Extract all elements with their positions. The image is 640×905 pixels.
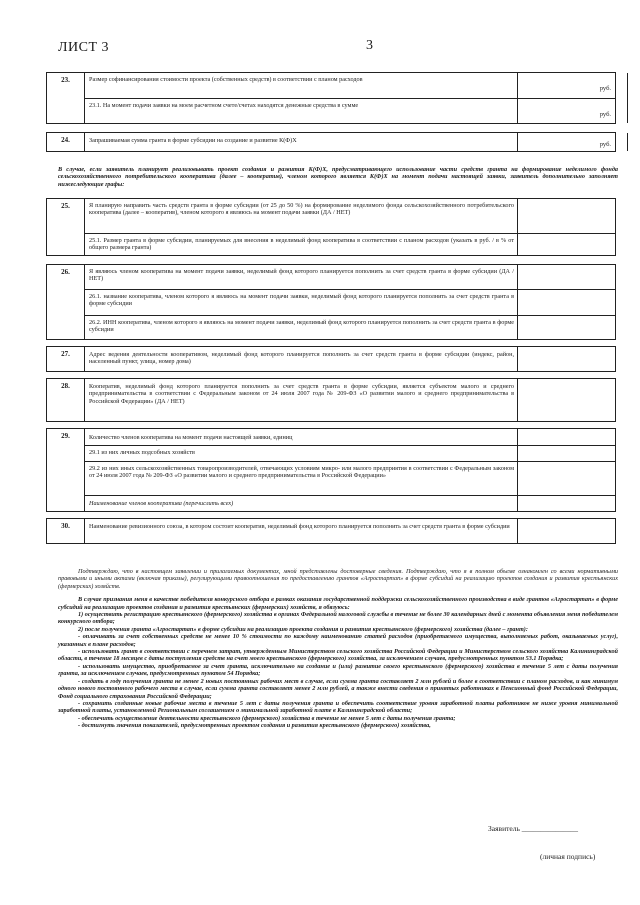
item-29-text: Количество членов кооператива на момент подачи настоящей заявки, единиц bbox=[89, 434, 293, 441]
item-23-block bbox=[46, 72, 616, 124]
page-number: 3 bbox=[366, 38, 373, 53]
obligation-2-f: - обеспечить осуществление деятельности крестьянского (фермерского) хозяйства в течение не менее 5 лет с даты получения гранта; bbox=[78, 714, 456, 722]
item-23-unit: руб. bbox=[599, 85, 611, 92]
item-26-2-text: 26.2. ИНН кооператива, членом которого я являюсь на момент подачи заявки, неделимый фонд которого планируется пополнить за счет средств гранта в форме субсидии bbox=[89, 319, 514, 334]
item-25-block bbox=[46, 198, 616, 256]
item-29-block bbox=[46, 428, 616, 512]
item-26-number: 26. bbox=[47, 265, 85, 339]
item-28-text: Кооператив, неделимый фонд которого планируется пополнить за счет средств гранта в форме субсидии, является субъектом малого и среднего предпринимательства в соответствии с Федеральным законом от 24 июля 2007 года № 209-ФЗ «О развитии малого и среднего предпринимательства в Российской Федерации» (ДА / НЕТ) bbox=[89, 383, 514, 405]
obligation-intro: В случае признания меня в качестве победителя конкурсного отбора в рамках оказания государственной поддержки сельскохозяйственного производства в виде грантов «Агростартап» в форме субсидий на реализацию проектов создания и развития крестьянских (фермерских) хозяйств, я обязуюсь: bbox=[58, 596, 618, 611]
obligation-1: 1) осуществить регистрацию крестьянского (фермерского) хозяйства в органах Федеральной налоговой службы в течение не более 30 календарных дней с момента объявления меня победителем конкурсного отбора; bbox=[58, 611, 618, 626]
item-30-block bbox=[46, 518, 616, 544]
item-29-names-text: Наименование членов кооператива (перечислить всех) bbox=[89, 500, 234, 507]
obligations-text bbox=[58, 568, 618, 730]
item-24-text: Запрашиваемая сумма гранта в форме субсидии на создание и развитие К(Ф)Х bbox=[89, 137, 297, 144]
item-23-1-unit: руб. bbox=[599, 111, 611, 118]
intro-note: В случае, если заявитель планирует реализовывать проект создания и развития К(Ф)Х, предусматривающего использование части средств гранта на формирование неделимого фонда сельскохозяйственного потребительского кооператива (далее – кооператив), членом которого является К(Ф)Х на момент подачи настоящей заявки, заявитель дополнительно заполняет нижеследующие графы: bbox=[58, 166, 618, 188]
item-26-1-text: 26.1. название кооператива, членом которого я являюсь на момент подачи заявки, неделимый фонд которого планируется пополнить за счет средств гранта в форме субсидии bbox=[89, 293, 514, 308]
item-29-2-text: 29.2 из них иных сельскохозяйственных товаропроизводителей, отвечающих условиям микро- или малого предприятия в соответствии с Федеральным законом от 24 июля 2007 года № 209-ФЗ «О развитии малого и среднего предпринимательства в Российской Федерации» bbox=[89, 465, 514, 480]
item-29-1-text: 29.1 из них личных подсобных хозяйств bbox=[89, 449, 195, 456]
item-28-block bbox=[46, 378, 616, 422]
sheet-label: ЛИСТ 3 bbox=[58, 40, 109, 55]
item-28-number: 28. bbox=[47, 379, 85, 421]
obligation-2-b: - использовать грант в соответствии с перечнем затрат, утвержденным Министерством сельского хозяйства Российской Федерации и Министерством сельского хозяйства Калининградской области, в течение 18 месяцев с даты поступления средств на счет моего крестьянского (фермерского) хозяйства, за исключением случаев, предусмотренных пунктом 53.1 Порядка; bbox=[58, 648, 618, 663]
item-26-block bbox=[46, 264, 616, 340]
item-29-number: 29. bbox=[47, 429, 85, 511]
item-25-1-text: 25.1. Размер гранта в форме субсидии, планируемых для внесения в неделимый фонд кооператива в соответствии с планом расходов (указать в руб. / в % от общего размера гранта) bbox=[89, 237, 514, 252]
applicant-label: Заявитель _______________ bbox=[488, 824, 578, 833]
item-30-number: 30. bbox=[47, 519, 85, 543]
item-25-text: Я планирую направить часть средств гранта в форме субсидии (от 25 до 50 %) на формирование неделимого фонда сельскохозяйственного потребительского кооператива (далее – кооператив), членом которого я являюсь на момент подачи заявки (ДА / НЕТ) bbox=[89, 202, 514, 217]
obligation-2-g: - достигнуть значения показателей, предусмотренных проектом создания и развития крестьянского (фермерского) хозяйства, bbox=[78, 722, 431, 730]
obligation-2: 2) после получения гранта «Агростартап» в форме субсидии на реализацию проекта создания и развития крестьянского (фермерского) хозяйства (далее – грант): bbox=[78, 625, 528, 633]
obligation-2-a: - оплачивать за счет собственных средств не менее 10 % стоимости по каждому наименованию статей расходов (приобретаемого имущества, выполняемых работ, оказываемых услуг), указанных в плане расходов; bbox=[58, 633, 618, 648]
item-25-number: 25. bbox=[47, 199, 85, 255]
confirm-paragraph: Подтверждаю, что в настоящем заявлении и прилагаемых документах, мной представлены достоверные сведения. Подтверждаю, что я в полном объеме ознакомлен со всеми нормативными правовыми и иными актами (включая приказы), регулирующими правоотношения по предоставлению грантов «Агростартап» в форме субсидий на реализацию проектов создания и развития крестьянских (фермерских) хозяйств. bbox=[58, 568, 618, 590]
obligation-2-c: - использовать имущество, приобретаемое за счет гранта, исключительно на создание и (или) развитие своего крестьянского (фермерского) хозяйства в течение 5 лет с даты получения гранта, за исключением случаев, предусмотренных пунктом 54 Порядка; bbox=[58, 662, 618, 678]
signature-caption: (личная подпись) bbox=[540, 852, 596, 861]
item-27-block bbox=[46, 346, 616, 372]
item-27-number: 27. bbox=[47, 347, 85, 371]
item-24-block bbox=[46, 132, 616, 152]
item-27-text: Адрес ведения деятельности кооперативом, неделимый фонд которого планируется пополнить за счет средств гранта в форме субсидии (индекс, район, населенный пункт, улица, номер дома) bbox=[89, 351, 514, 366]
item-23-1-text: 23.1. На момент подачи заявки на моем расчетном счете/счетах находятся денежные средства в сумме bbox=[89, 102, 359, 109]
obligation-2-d: - создать в году получения гранта не менее 2 новых постоянных рабочих мест в случае, если сумма гранта составляет 2 млн рублей и более в соответствии с планом расходов, и как минимум одного нового постоянного рабочего места в случае, если сумма гранта составляет менее 2 млн рублей, а также внести сведения о принятых работниках в Пенсионный фонд Российской Федерации, Фонд социального страхования Российской Федерации; bbox=[58, 677, 618, 700]
item-23-number: 23. bbox=[47, 73, 85, 123]
item-23-text: Размер софинансирования стоимости проекта (собственных средств) в соответствии с планом расходов bbox=[89, 76, 363, 83]
item-26-text: Я являюсь членом кооператива на момент подачи заявки, неделимый фонд которого планируется пополнить за счет средств гранта в форме субсидии (ДА / НЕТ) bbox=[89, 268, 514, 283]
obligation-2-e: - сохранить созданные новые рабочие места в течение 5 лет с даты получения гранта и обеспечить соответствие уровня заработной платы работников не ниже уровня минимальной заработной платы, установленной Региональным соглашением о минимальной заработной плате в Калининградской области; bbox=[58, 699, 618, 715]
item-24-number: 24. bbox=[47, 133, 85, 151]
item-24-unit: руб. bbox=[599, 141, 611, 148]
item-30-text: Наименование ревизионного союза, в котором состоит кооператив, неделимый фонд которого планируется пополнить за счет средств гранта в форме субсидии bbox=[89, 523, 510, 530]
